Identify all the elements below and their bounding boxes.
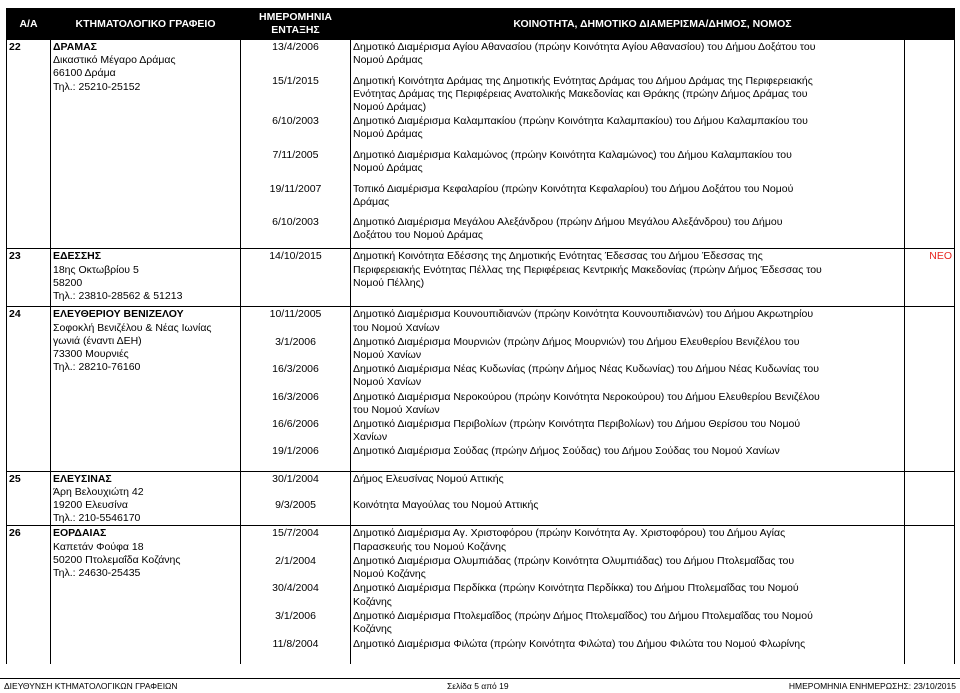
area-line: του Νομού Χανίων xyxy=(353,403,440,416)
area-description xyxy=(351,307,905,335)
office-details xyxy=(51,471,241,526)
office-number: 24 xyxy=(7,307,51,471)
header-aa: Α/Α xyxy=(7,8,51,40)
area-line: Κοζάνης xyxy=(353,595,392,608)
office-address-line: Τηλ.: 25210-25152 xyxy=(53,80,141,93)
area-line: Δημοτικό Διαμέρισμα Αγ. Χριστοφόρου (πρώην Κοινότητα Αγ. Χριστοφόρου) του Δήμου Αγίας xyxy=(353,527,786,540)
office-name: ΕΔΕΣΣΗΣ xyxy=(53,250,102,263)
area-description xyxy=(351,471,905,498)
office-address-line: Δικαστικό Μέγαρο Δράμας xyxy=(53,54,176,67)
inclusion-date: 19/11/2007 xyxy=(241,182,351,216)
area-description xyxy=(351,148,905,182)
office-address-line: Τηλ.: 210-5546170 xyxy=(53,512,141,525)
area-line: του Νομού Χανίων xyxy=(353,321,440,334)
new-badge xyxy=(905,471,955,526)
table-row xyxy=(7,40,955,74)
area-description xyxy=(351,114,905,148)
area-line: Παρασκευής του Νομού Κοζάνης xyxy=(353,540,506,553)
area-line: Δημοτική Κοινότητα Εδέσσης της Δημοτικής Ενότητας Έδεσσας του Δήμου Έδεσσας της xyxy=(353,250,763,263)
area-line: Νομού Χανίων xyxy=(353,349,422,361)
area-description xyxy=(351,390,905,417)
office-address-line: 50200 Πτολεμαΐδα Κοζάνης xyxy=(53,553,181,566)
area-line: Δημοτικό Διαμέρισμα Μουρνιών (πρώην Δήμος Μουρνιών) του Δήμου Ελευθερίου Βενιζέλου του xyxy=(353,335,800,348)
office-address-line: Σοφοκλή Βενιζέλου & Νέας Ιωνίας xyxy=(53,321,212,334)
cadastral-offices-table xyxy=(6,8,955,664)
office-name: ΔΡΑΜΑΣ xyxy=(53,41,97,53)
office-details xyxy=(51,40,241,249)
office-number: 22 xyxy=(7,40,51,249)
area-description xyxy=(351,249,905,307)
inclusion-date: 9/3/2005 xyxy=(241,498,351,525)
office-address-line: 19200 Ελευσίνα xyxy=(53,498,128,511)
office-address-line: 58200 xyxy=(53,276,83,289)
new-badge: ΝΕΟ xyxy=(905,249,955,307)
inclusion-date: 6/10/2003 xyxy=(241,215,351,249)
area-line: Δημοτικό Διαμέρισμα Νεροκούρου (πρώην Κοινότητα Νεροκούρου) του Δήμου Ελευθερίου Βενιζέλου xyxy=(353,390,820,403)
office-address-line: 73300 Μουρνιές xyxy=(53,348,129,360)
office-name: ΕΟΡΔΑΙΑΣ xyxy=(53,527,107,540)
area-description xyxy=(351,581,905,609)
inclusion-date: 15/1/2015 xyxy=(241,74,351,115)
area-line: Δημοτικό Διαμέρισμα Κουνουπιδιανών (πρώην Κοινότητα Κουνουπιδιανών) του Δήμου Ακρωτηρίου xyxy=(353,308,814,321)
area-line: Νομού Δράμας xyxy=(353,162,423,175)
area-line: Δημοτικό Διαμέρισμα Φιλώτα (πρώην Κοινότητα Φιλώτα) του Δήμου Φιλώτα του Νομού Φλωρίνης xyxy=(353,637,806,650)
area-line: Νομού Χανίων xyxy=(353,376,422,389)
area-description xyxy=(351,554,905,582)
new-badge xyxy=(905,40,955,249)
inclusion-date: 11/8/2004 xyxy=(241,637,351,665)
office-number: 25 xyxy=(7,471,51,526)
inclusion-date: 10/11/2005 xyxy=(241,307,351,335)
area-line: Δημοτικό Διαμέρισμα Ολυμπιάδας (πρώην Κοινότητα Ολυμπιάδας) του Δήμου Πτολεμαΐδας του xyxy=(353,554,795,567)
area-description xyxy=(351,182,905,216)
area-description xyxy=(351,637,905,665)
office-address-line: 18ης Οκτωβρίου 5 xyxy=(53,263,139,276)
inclusion-date: 6/10/2003 xyxy=(241,114,351,148)
header-date: ΗΜΕΡΟΜΗΝΙΑ ΕΝΤΑΞΗΣ xyxy=(241,8,351,40)
office-address-line: 66100 Δράμα xyxy=(53,67,116,80)
inclusion-date: 16/6/2006 xyxy=(241,417,351,444)
office-address-line: Τηλ.: 23810-28562 & 51213 xyxy=(53,290,183,302)
header-office: ΚΤΗΜΑΤΟΛΟΓΙΚΟ ΓΡΑΦΕΙΟ xyxy=(51,8,241,40)
office-address-line: Καπετάν Φούφα 18 xyxy=(53,540,144,553)
table-body xyxy=(7,40,955,664)
area-description xyxy=(351,498,905,525)
office-name: ΕΛΕΥΘΕΡΙΟΥ ΒΕΝΙΖΕΛΟΥ xyxy=(53,308,184,321)
area-line: Δημοτικό Διαμέρισμα Αγίου Αθανασίου (πρώην Κοινότητα Αγίου Αθανασίου) του Δήμου Δοξάτου του xyxy=(353,41,816,53)
area-line: Δημοτικό Διαμέρισμα Σούδας (πρώην Δήμος Σούδας) του Δήμου Σούδας του Νομού Χανίων xyxy=(353,445,780,458)
area-line: Κοινότητα Μαγούλας του Νομού Αττικής xyxy=(353,499,539,512)
header-area: ΚΟΙΝΟΤΗΤΑ, ΔΗΜΟΤΙΚΟ ΔΙΑΜΕΡΙΣΜΑ/ΔΗΜΟΣ, ΝΟΜΟΣ xyxy=(351,8,955,40)
inclusion-date: 16/3/2006 xyxy=(241,362,351,389)
table-row xyxy=(7,526,955,554)
area-line: Νομού Δράμας xyxy=(353,54,423,67)
area-line: Δημοτικό Διαμέρισμα Καλαμπακίου (πρώην Κοινότητα Καλαμπακίου) του Δήμου Καλαμπακίου του xyxy=(353,115,808,128)
inclusion-date: 30/1/2004 xyxy=(241,471,351,498)
area-description xyxy=(351,362,905,389)
office-address-line: Τηλ.: 28210-76160 xyxy=(53,361,141,374)
area-line: Δημοτικό Διαμέρισμα Νέας Κυδωνίας (πρώην Δήμος Νέας Κυδωνίας) του Δήμου Νέας Κυδωνίας του xyxy=(353,363,819,376)
inclusion-date: 14/10/2015 xyxy=(241,249,351,307)
area-line: Χανίων xyxy=(353,431,388,444)
area-line: Νομού Δράμας) xyxy=(353,101,427,114)
inclusion-date: 19/1/2006 xyxy=(241,444,351,471)
area-description xyxy=(351,215,905,249)
inclusion-date: 16/3/2006 xyxy=(241,390,351,417)
office-address-line: γωνιά (έναντι ΔΕΗ) xyxy=(53,334,142,347)
area-line: Δημοτικό Διαμέρισμα Περδίκκα (πρώην Κοινότητα Περδίκκα) του Δήμου Πτολεμαΐδας του Νομού xyxy=(353,582,799,595)
new-badge xyxy=(905,526,955,664)
area-description xyxy=(351,74,905,115)
inclusion-date: 30/4/2004 xyxy=(241,581,351,609)
area-line: Δημοτική Κοινότητα Δράμας της Δημοτικής Ενότητας Δράμας του Δήμου Δράμας της Περιφερειακής xyxy=(353,74,813,87)
area-line: Δημοτικό Διαμέρισμα Μεγάλου Αλεξάνδρου (πρώην Δήμου Μεγάλου Αλεξάνδρου) του Δήμου xyxy=(353,216,783,229)
area-description xyxy=(351,40,905,74)
area-line: Δημοτικό Διαμέρισμα Περιβολίων (πρώην Κοινότητα Περιβολίων) του Δήμου Θερίσου του Νομού xyxy=(353,418,801,431)
office-name: ΕΛΕΥΣΙΝΑΣ xyxy=(53,472,112,485)
area-line: Δήμος Ελευσίνας Νομού Αττικής xyxy=(353,472,504,485)
office-number: 26 xyxy=(7,526,51,664)
inclusion-date: 2/1/2004 xyxy=(241,554,351,582)
footer-department: ΔΙΕΥΘΥΝΣΗ ΚΤΗΜΑΤΟΛΟΓΙΚΩΝ ΓΡΑΦΕΙΩΝ xyxy=(4,681,178,691)
inclusion-date: 13/4/2006 xyxy=(241,40,351,74)
inclusion-date: 15/7/2004 xyxy=(241,526,351,554)
new-badge xyxy=(905,307,955,471)
area-line: Δοξάτου του Νομού Δράμας xyxy=(353,229,483,242)
area-description xyxy=(351,609,905,637)
area-line: Νομού Δράμας xyxy=(353,128,423,141)
table-row xyxy=(7,249,955,307)
footer-update-date: ΗΜΕΡΟΜΗΝΙΑ ΕΝΗΜΕΡΩΣΗΣ: 23/10/2015 xyxy=(788,681,956,691)
area-line: Κοζάνης xyxy=(353,623,392,636)
area-line: Δημοτικό Διαμέρισμα Πτολεμαΐδος (πρώην Δήμος Πτολεμαΐδος) του Δήμου Πτολεμαΐδας του Νομού xyxy=(353,609,813,622)
footer-page-number: Σελίδα 5 από 19 xyxy=(447,681,509,691)
area-description xyxy=(351,526,905,554)
area-line: Νομού Κοζάνης xyxy=(353,568,426,580)
page-footer xyxy=(0,678,960,693)
area-line: Τοπικό Διαμέρισμα Κεφαλαρίου (πρώην Κοινότητα Κεφαλαρίου) του Δήμου Δοξάτου του Νομού xyxy=(353,182,794,195)
office-address-line: Τηλ.: 24630-25435 xyxy=(53,567,141,579)
office-details xyxy=(51,526,241,664)
table-row xyxy=(7,307,955,335)
area-line: Δράμας xyxy=(353,195,390,208)
area-description xyxy=(351,444,905,471)
area-line: Νομού Πέλλης) xyxy=(353,276,425,289)
table-header-row xyxy=(7,8,955,40)
inclusion-date: 3/1/2006 xyxy=(241,335,351,362)
inclusion-date: 7/11/2005 xyxy=(241,148,351,182)
office-number: 23 xyxy=(7,249,51,307)
area-description xyxy=(351,335,905,362)
office-details xyxy=(51,307,241,471)
office-details xyxy=(51,249,241,307)
inclusion-date: 3/1/2006 xyxy=(241,609,351,637)
office-address-line: Άρη Βελουχιώτη 42 xyxy=(53,485,144,498)
area-description xyxy=(351,417,905,444)
area-line: Ενότητας Δράμας της Περιφέρειας Ανατολικής Μακεδονίας και Θράκης (πρώην Δήμος Δράμας του xyxy=(353,87,808,100)
area-line: Δημοτικό Διαμέρισμα Καλαμώνος (πρώην Κοινότητα Καλαμώνος) του Δήμου Καλαμπακίου του xyxy=(353,148,792,161)
table-row xyxy=(7,471,955,498)
area-line: Περιφερειακής Ενότητας Πέλλας της Περιφέρειας Κεντρικής Μακεδονίας (πρώην Δήμος Έδεσσας του xyxy=(353,263,822,276)
